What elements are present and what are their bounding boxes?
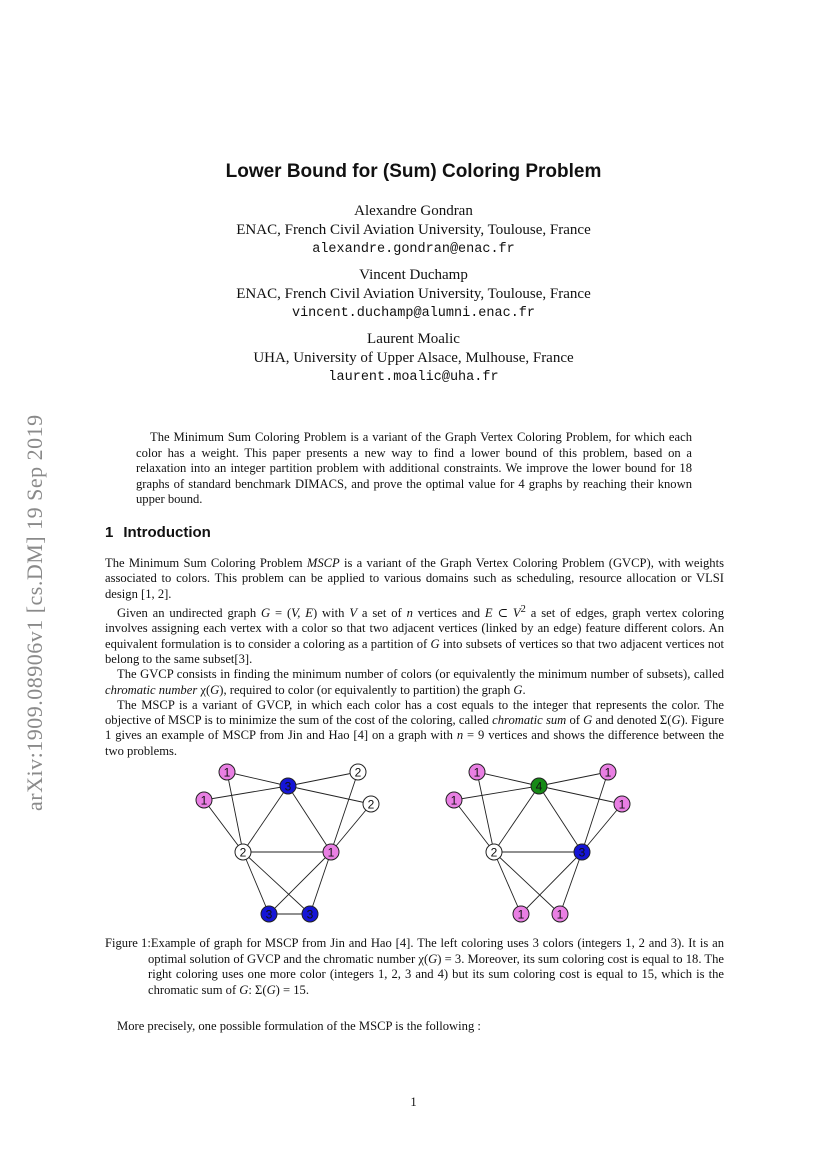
paragraph: More precisely, one possible formulation of the MSCP is the following : bbox=[117, 1019, 481, 1033]
section-number: 1 bbox=[105, 524, 114, 541]
graph-node-label: 1 bbox=[450, 793, 458, 808]
author-email[interactable]: laurent.moalic@uha.fr bbox=[328, 370, 499, 385]
graph-node-label: 2 bbox=[490, 845, 498, 860]
graph-edge bbox=[454, 800, 494, 852]
graph-node-label: 1 bbox=[604, 765, 612, 780]
page-number: 1 bbox=[410, 1095, 417, 1109]
graph-node-label: 1 bbox=[556, 907, 564, 922]
paragraph: The GVCP consists in finding the minimum number of colors (or equivalently the minimum number of subsets), called chromatic number χ(G), required to color (or equivalently to partition) the graph G. bbox=[105, 667, 724, 697]
graph-node-label: 4 bbox=[535, 779, 543, 794]
graph-edge bbox=[288, 786, 371, 804]
graph-edge bbox=[582, 804, 622, 852]
graph-node-label: 1 bbox=[223, 765, 231, 780]
right-graph bbox=[446, 764, 630, 922]
author-entry bbox=[0, 266, 827, 323]
section-body bbox=[105, 556, 724, 759]
author-entry bbox=[0, 330, 827, 387]
graph-node-label: 3 bbox=[578, 845, 586, 860]
graph-edge bbox=[477, 772, 539, 786]
author-name: Vincent Duchamp bbox=[359, 267, 468, 283]
graph-node-label: 2 bbox=[367, 797, 375, 812]
graph-node-label: 1 bbox=[200, 793, 208, 808]
left-graph bbox=[196, 764, 379, 922]
author-block bbox=[0, 202, 827, 394]
graph-edge bbox=[494, 786, 539, 852]
graph-node-label: 1 bbox=[517, 907, 525, 922]
graph-edge bbox=[243, 786, 288, 852]
graph-edge bbox=[331, 772, 358, 852]
graph-edge bbox=[227, 772, 243, 852]
graph-node-label: 1 bbox=[473, 765, 481, 780]
section-heading bbox=[105, 524, 211, 541]
graph-edge bbox=[521, 852, 582, 914]
author-affiliation: UHA, University of Upper Alsace, Mulhouse, France bbox=[253, 350, 574, 366]
graph-edge bbox=[539, 786, 582, 852]
graph-node-label: 3 bbox=[306, 907, 314, 922]
section-title: Introduction bbox=[123, 524, 211, 541]
caption-label: Figure 1: bbox=[105, 936, 151, 950]
abstract: The Minimum Sum Coloring Problem is a variant of the Graph Vertex Coloring Problem, for which each color has a weight. This paper presents a new way to find a lower bound of this problem, based on a relaxation into an integer partition problem with additional constraints. We improve the lower bound for 18 graphs of standard benchmark DIMACS, and prove the optimal value for 4 graphs by reaching their known upper bound. bbox=[136, 430, 692, 507]
graph-edge bbox=[454, 786, 539, 800]
author-entry bbox=[0, 202, 827, 259]
graph-edge bbox=[539, 772, 608, 786]
figure-1 bbox=[180, 760, 650, 930]
graph-edge bbox=[288, 772, 358, 786]
author-name: Laurent Moalic bbox=[367, 331, 460, 347]
paragraph: The Minimum Sum Coloring Problem MSCP is a variant of the Graph Vertex Coloring Problem (GVCP), with weights associated to colors. This problem can be applied to various domains such as scheduling, resource allocation or VLSI design [1, 2]. bbox=[105, 556, 724, 601]
graph-edge bbox=[539, 786, 622, 804]
graph-edge bbox=[204, 800, 243, 852]
paragraph: The MSCP is a variant of GVCP, in which each color has a cost equals to the integer that represents the color. The objective of MSCP is to minimize the sum of the cost of the coloring, called chromatic sum of G and denoted Σ(G). Figure 1 gives an example of MSCP from Jin and Hao [4] on a graph with n = 9 vertices and shows the difference between the two problems. bbox=[105, 697, 725, 758]
graph-node-label: 2 bbox=[239, 845, 247, 860]
graph-edge bbox=[243, 852, 269, 914]
author-name: Alexandre Gondran bbox=[354, 203, 473, 219]
graph-node-label: 1 bbox=[618, 797, 626, 812]
graph-node-label: 1 bbox=[327, 845, 335, 860]
graph-edge bbox=[582, 772, 608, 852]
paper-title: Lower Bound for (Sum) Coloring Problem bbox=[225, 161, 602, 182]
graph-edge bbox=[288, 786, 331, 852]
caption-text: Example of graph for MSCP from Jin and Hao [4]. The left coloring uses 3 colors (integers 1, 2 and 3). It is an optimal solution of GVCP and the chromatic number χ(G) = 3. Moreover, its sum coloring cost is equal to 18. The right coloring uses one more color (integers 1, 2, 3 and 4) but its sum coloring cost is equal to 15, which is the chromatic sum of G: Σ(G) = 15. bbox=[148, 936, 724, 997]
figure-caption bbox=[105, 936, 724, 998]
graph-edge bbox=[560, 852, 582, 914]
graph-node-label: 2 bbox=[354, 765, 362, 780]
graph-edge bbox=[204, 786, 288, 800]
paragraph: Given an undirected graph G = (V, E) with V a set of n vertices and E ⊂ $V^2$ a set of edges, graph vertex coloring involves assigning each vertex with a color so that two adjacent vertices (linked by an edge) feature different colors. An equivalent formulation is to consider a coloring as a partition of G into subsets of vertices so that two adjacent vertices not belong to the same subset[3]. bbox=[105, 603, 725, 666]
author-affiliation: ENAC, French Civil Aviation University, Toulouse, France bbox=[236, 222, 591, 238]
graph-edge bbox=[494, 852, 521, 914]
author-email[interactable]: alexandre.gondran@enac.fr bbox=[312, 242, 515, 257]
arxiv-identifier: arXiv:1909.08906v1 [cs.DM] 19 Sep 2019 bbox=[22, 414, 47, 811]
author-email[interactable]: vincent.duchamp@alumni.enac.fr bbox=[291, 306, 536, 321]
graph-edge bbox=[331, 804, 371, 852]
graph-edge bbox=[477, 772, 494, 852]
graph-edge bbox=[310, 852, 331, 914]
graph-node-label: 3 bbox=[284, 779, 292, 794]
graph-edge bbox=[494, 852, 560, 914]
graph-node-label: 3 bbox=[265, 907, 273, 922]
graph-edge bbox=[227, 772, 288, 786]
author-affiliation: ENAC, French Civil Aviation University, Toulouse, France bbox=[236, 286, 591, 302]
